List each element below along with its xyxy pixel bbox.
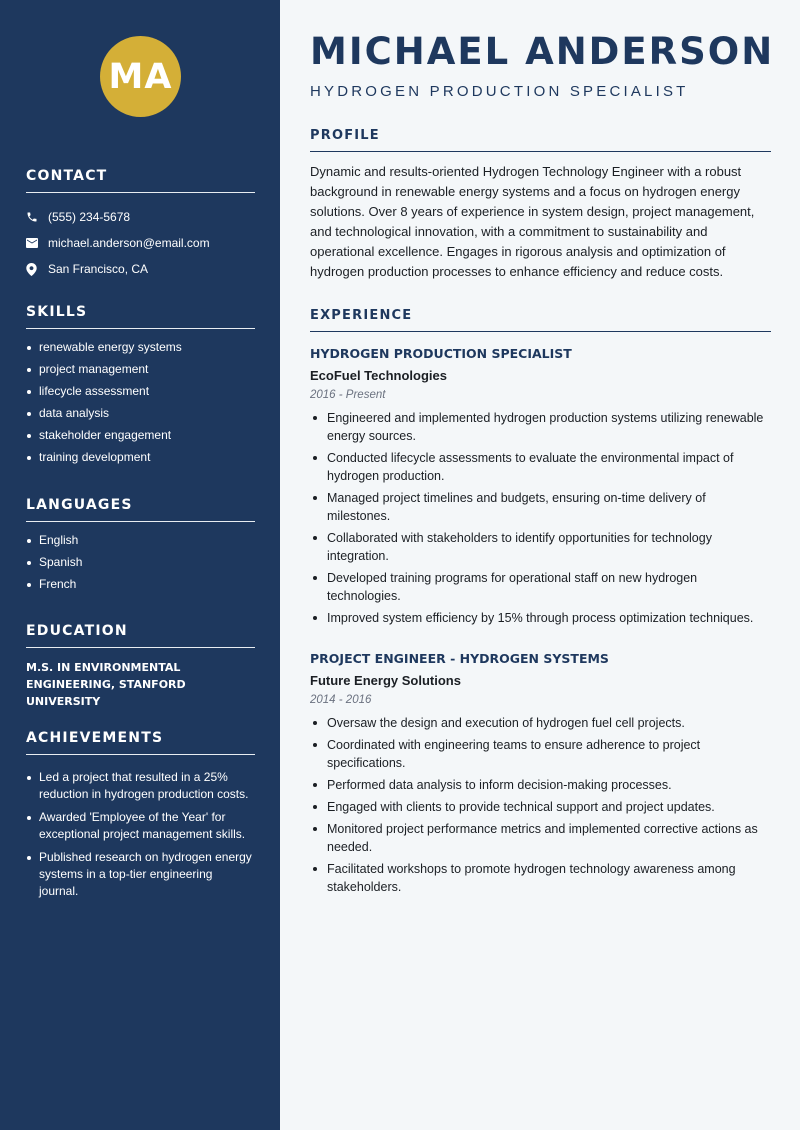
candidate-name: MICHAEL ANDERSON [310, 30, 775, 73]
job-bullet: Developed training programs for operational staff on new hydrogen technologies. [310, 569, 771, 605]
contact-location [26, 256, 255, 282]
email-icon [26, 238, 48, 248]
skill-item: stakeholder engagement [26, 427, 255, 444]
job-bullet: Performed data analysis to inform decision-making processes. [310, 776, 771, 794]
achievement-item: Led a project that resulted in a 25% reduction in hydrogen production costs. [26, 769, 255, 803]
skill-item: project management [26, 361, 255, 378]
location-pin-icon [26, 263, 48, 276]
contact-email [26, 230, 255, 256]
education-heading: EDUCATION [26, 623, 255, 648]
job-entry [310, 346, 771, 631]
job-title: PROJECT ENGINEER - HYDROGEN SYSTEMS [310, 651, 609, 666]
languages-list [26, 532, 255, 593]
language-item: English [26, 532, 255, 549]
contact-heading: CONTACT [26, 168, 255, 193]
achievements-list [26, 769, 255, 900]
job-bullet: Improved system efficiency by 15% through process optimization techniques. [310, 609, 771, 627]
email-text: michael.anderson@email.com [48, 236, 210, 250]
job-dates: 2016 - Present [310, 389, 386, 401]
profile-section [310, 128, 771, 282]
achievement-item: Published research on hydrogen energy systems in a top-tier engineering journal. [26, 849, 255, 900]
achievements-heading: ACHIEVEMENTS [26, 730, 255, 755]
candidate-title: HYDROGEN PRODUCTION SPECIALIST [310, 83, 689, 100]
job-bullet: Oversaw the design and execution of hydrogen fuel cell projects. [310, 714, 771, 732]
job-dates: 2014 - 2016 [310, 694, 372, 706]
experience-heading: EXPERIENCE [310, 308, 771, 332]
avatar [100, 36, 181, 117]
contact-phone [26, 204, 255, 230]
phone-icon [26, 211, 48, 223]
education-degree: M.S. IN ENVIRONMENTAL ENGINEERING, STANFORD UNIVERSITY [26, 661, 186, 708]
language-item: French [26, 576, 255, 593]
achievement-item: Awarded 'Employee of the Year' for exceptional project management skills. [26, 809, 255, 843]
skills-section [26, 304, 255, 471]
job-bullet: Managed project timelines and budgets, ensuring on-time delivery of milestones. [310, 489, 771, 525]
achievements-section [26, 730, 255, 906]
job-bullet: Engaged with clients to provide technical support and project updates. [310, 798, 771, 816]
job-bullet: Facilitated workshops to promote hydrogen technology awareness among stakeholders. [310, 860, 771, 896]
skill-item: lifecycle assessment [26, 383, 255, 400]
job-title: HYDROGEN PRODUCTION SPECIALIST [310, 346, 572, 361]
job-bullets [310, 409, 771, 627]
skill-item: data analysis [26, 405, 255, 422]
skill-item: renewable energy systems [26, 339, 255, 356]
sidebar [0, 0, 280, 1130]
language-item: Spanish [26, 554, 255, 571]
job-bullet: Conducted lifecycle assessments to evaluate the environmental impact of hydrogen production. [310, 449, 771, 485]
education-section [26, 623, 255, 710]
location-text: San Francisco, CA [48, 262, 149, 276]
phone-text: (555) 234-5678 [48, 210, 131, 224]
skill-item: training development [26, 449, 255, 466]
profile-heading: PROFILE [310, 128, 771, 152]
experience-section [310, 308, 771, 332]
contact-section [26, 168, 255, 282]
job-company: EcoFuel Technologies [310, 368, 448, 383]
skills-heading: SKILLS [26, 304, 255, 329]
profile-text: Dynamic and results-oriented Hydrogen Technology Engineer with a robust background in renewable energy systems and a focus on hydrogen energy solutions. Over 8 years of experience in system design, project management, and technological innovation, with a commitment to sustainability and operational excellence. Engages in rigorous analysis and optimization of hydrogen production processes to enhance efficiency and reduce costs. [310, 164, 755, 279]
skills-list [26, 339, 255, 466]
job-bullet: Coordinated with engineering teams to ensure adherence to project specifications. [310, 736, 771, 772]
job-bullet: Collaborated with stakeholders to identify opportunities for technology integration. [310, 529, 771, 565]
job-bullet: Engineered and implemented hydrogen production systems utilizing renewable energy sources. [310, 409, 771, 445]
job-company: Future Energy Solutions [310, 673, 461, 688]
languages-section [26, 497, 255, 598]
job-entry [310, 651, 771, 900]
job-bullet: Monitored project performance metrics and implemented corrective actions as needed. [310, 820, 771, 856]
job-bullets [310, 714, 771, 896]
languages-heading: LANGUAGES [26, 497, 255, 522]
avatar-initials: MA [108, 56, 173, 97]
